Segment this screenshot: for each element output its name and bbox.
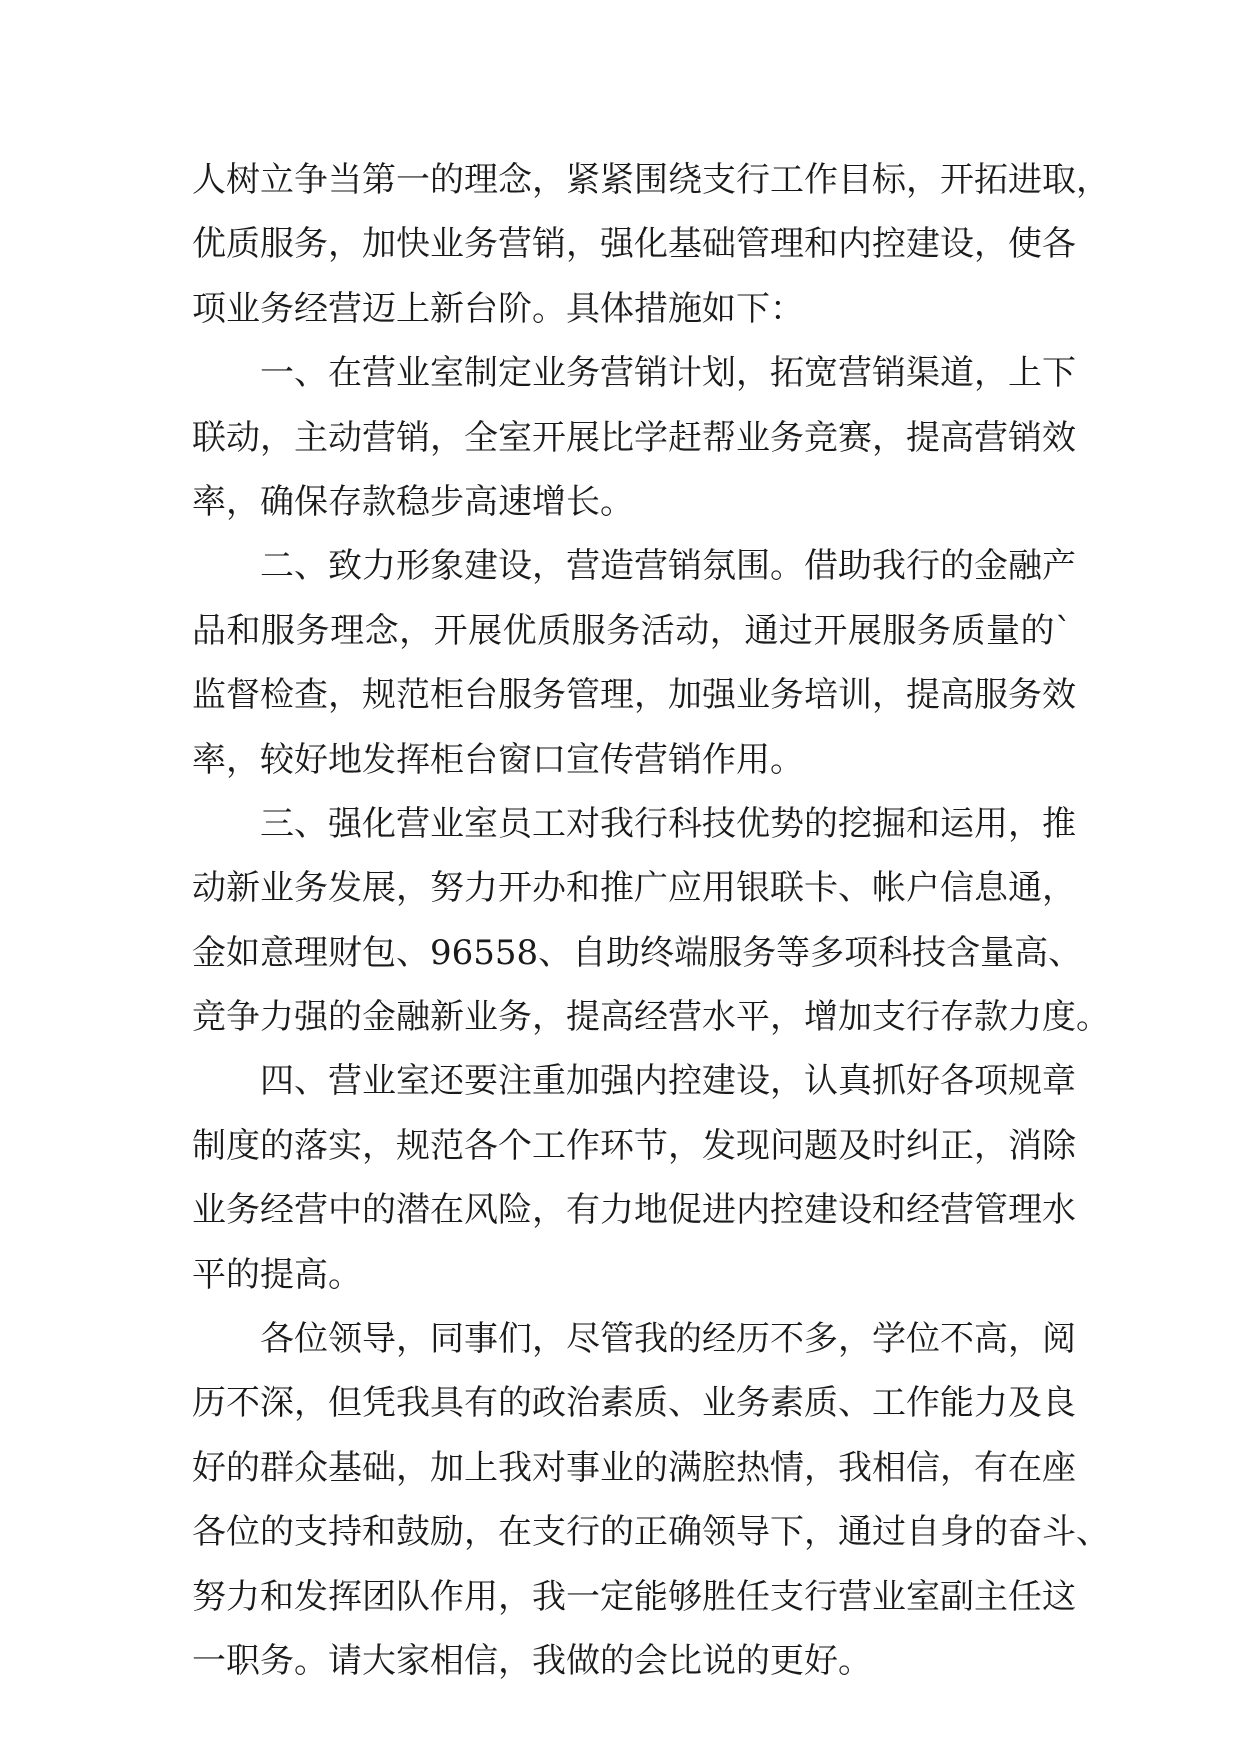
text-line: 制度的落实，规范各个工作环节，发现问题及时纠正，消除 [192,1125,1076,1166]
text-line: 一、在营业室制定业务营销计划，拓宽营销渠道，上下 [260,353,1076,394]
body-text [192,148,1110,1693]
text-line: 历不深，但凭我具有的政治素质、业务素质、工作能力及良 [192,1383,1076,1424]
text-line: 三、强化营业室员工对我行科技优势的挖掘和运用，推 [260,803,1076,844]
text-line: 平的提高。 [192,1254,362,1295]
text-line: 优质服务，加快业务营销，强化基础管理和内控建设，使各 [192,224,1076,265]
text-line: 率，较好地发挥柜台窗口宣传营销作用。 [192,739,804,780]
text-line: 各位的支持和鼓励，在支行的正确领导下，通过自身的奋斗、 [192,1512,1110,1553]
text-line: 竞争力强的金融新业务，提高经营水平，增加支行存款力度。 [192,997,1110,1038]
text-line: 四、营业室还要注重加强内控建设，认真抓好各项规章 [260,1061,1076,1102]
text-line: 联动，主动营销，全室开展比学赶帮业务竞赛，提高营销效 [192,417,1076,458]
text-line: 各位领导，同事们，尽管我的经历不多，学位不高，阅 [260,1319,1076,1360]
text-line: 人树立争当第一的理念，紧紧围绕支行工作目标，开拓进取， [192,160,1110,200]
text-line: 监督检查，规范柜台服务管理，加强业务培训，提高服务效 [192,675,1076,716]
text-line: 动新业务发展，努力开办和推广应用银联卡、帐户信息通， [192,868,1076,909]
text-line: 品和服务理念，开展优质服务活动，通过开展服务质量的` [192,610,1072,651]
text-line: 二、致力形象建设，营造营销氛围。借助我行的金融产 [260,546,1076,587]
text-line: 业务经营中的潜在风险，有力地促进内控建设和经营管理水 [192,1190,1076,1231]
text-line: 率，确保存款稳步高速增长。 [192,481,634,522]
text-line: 努力和发挥团队作用，我一定能够胜任支行营业室副主任这 [192,1576,1076,1617]
text-line: 一职务。请大家相信，我做的会比说的更好。 [192,1640,872,1681]
text-line: 好的群众基础，加上我对事业的满腔热情，我相信，有在座 [192,1447,1076,1488]
text-line: 项业务经营迈上新台阶。具体措施如下： [192,288,804,329]
text-line: 金如意理财包、96558、自助终端服务等多项科技含量高、 [192,932,1083,973]
